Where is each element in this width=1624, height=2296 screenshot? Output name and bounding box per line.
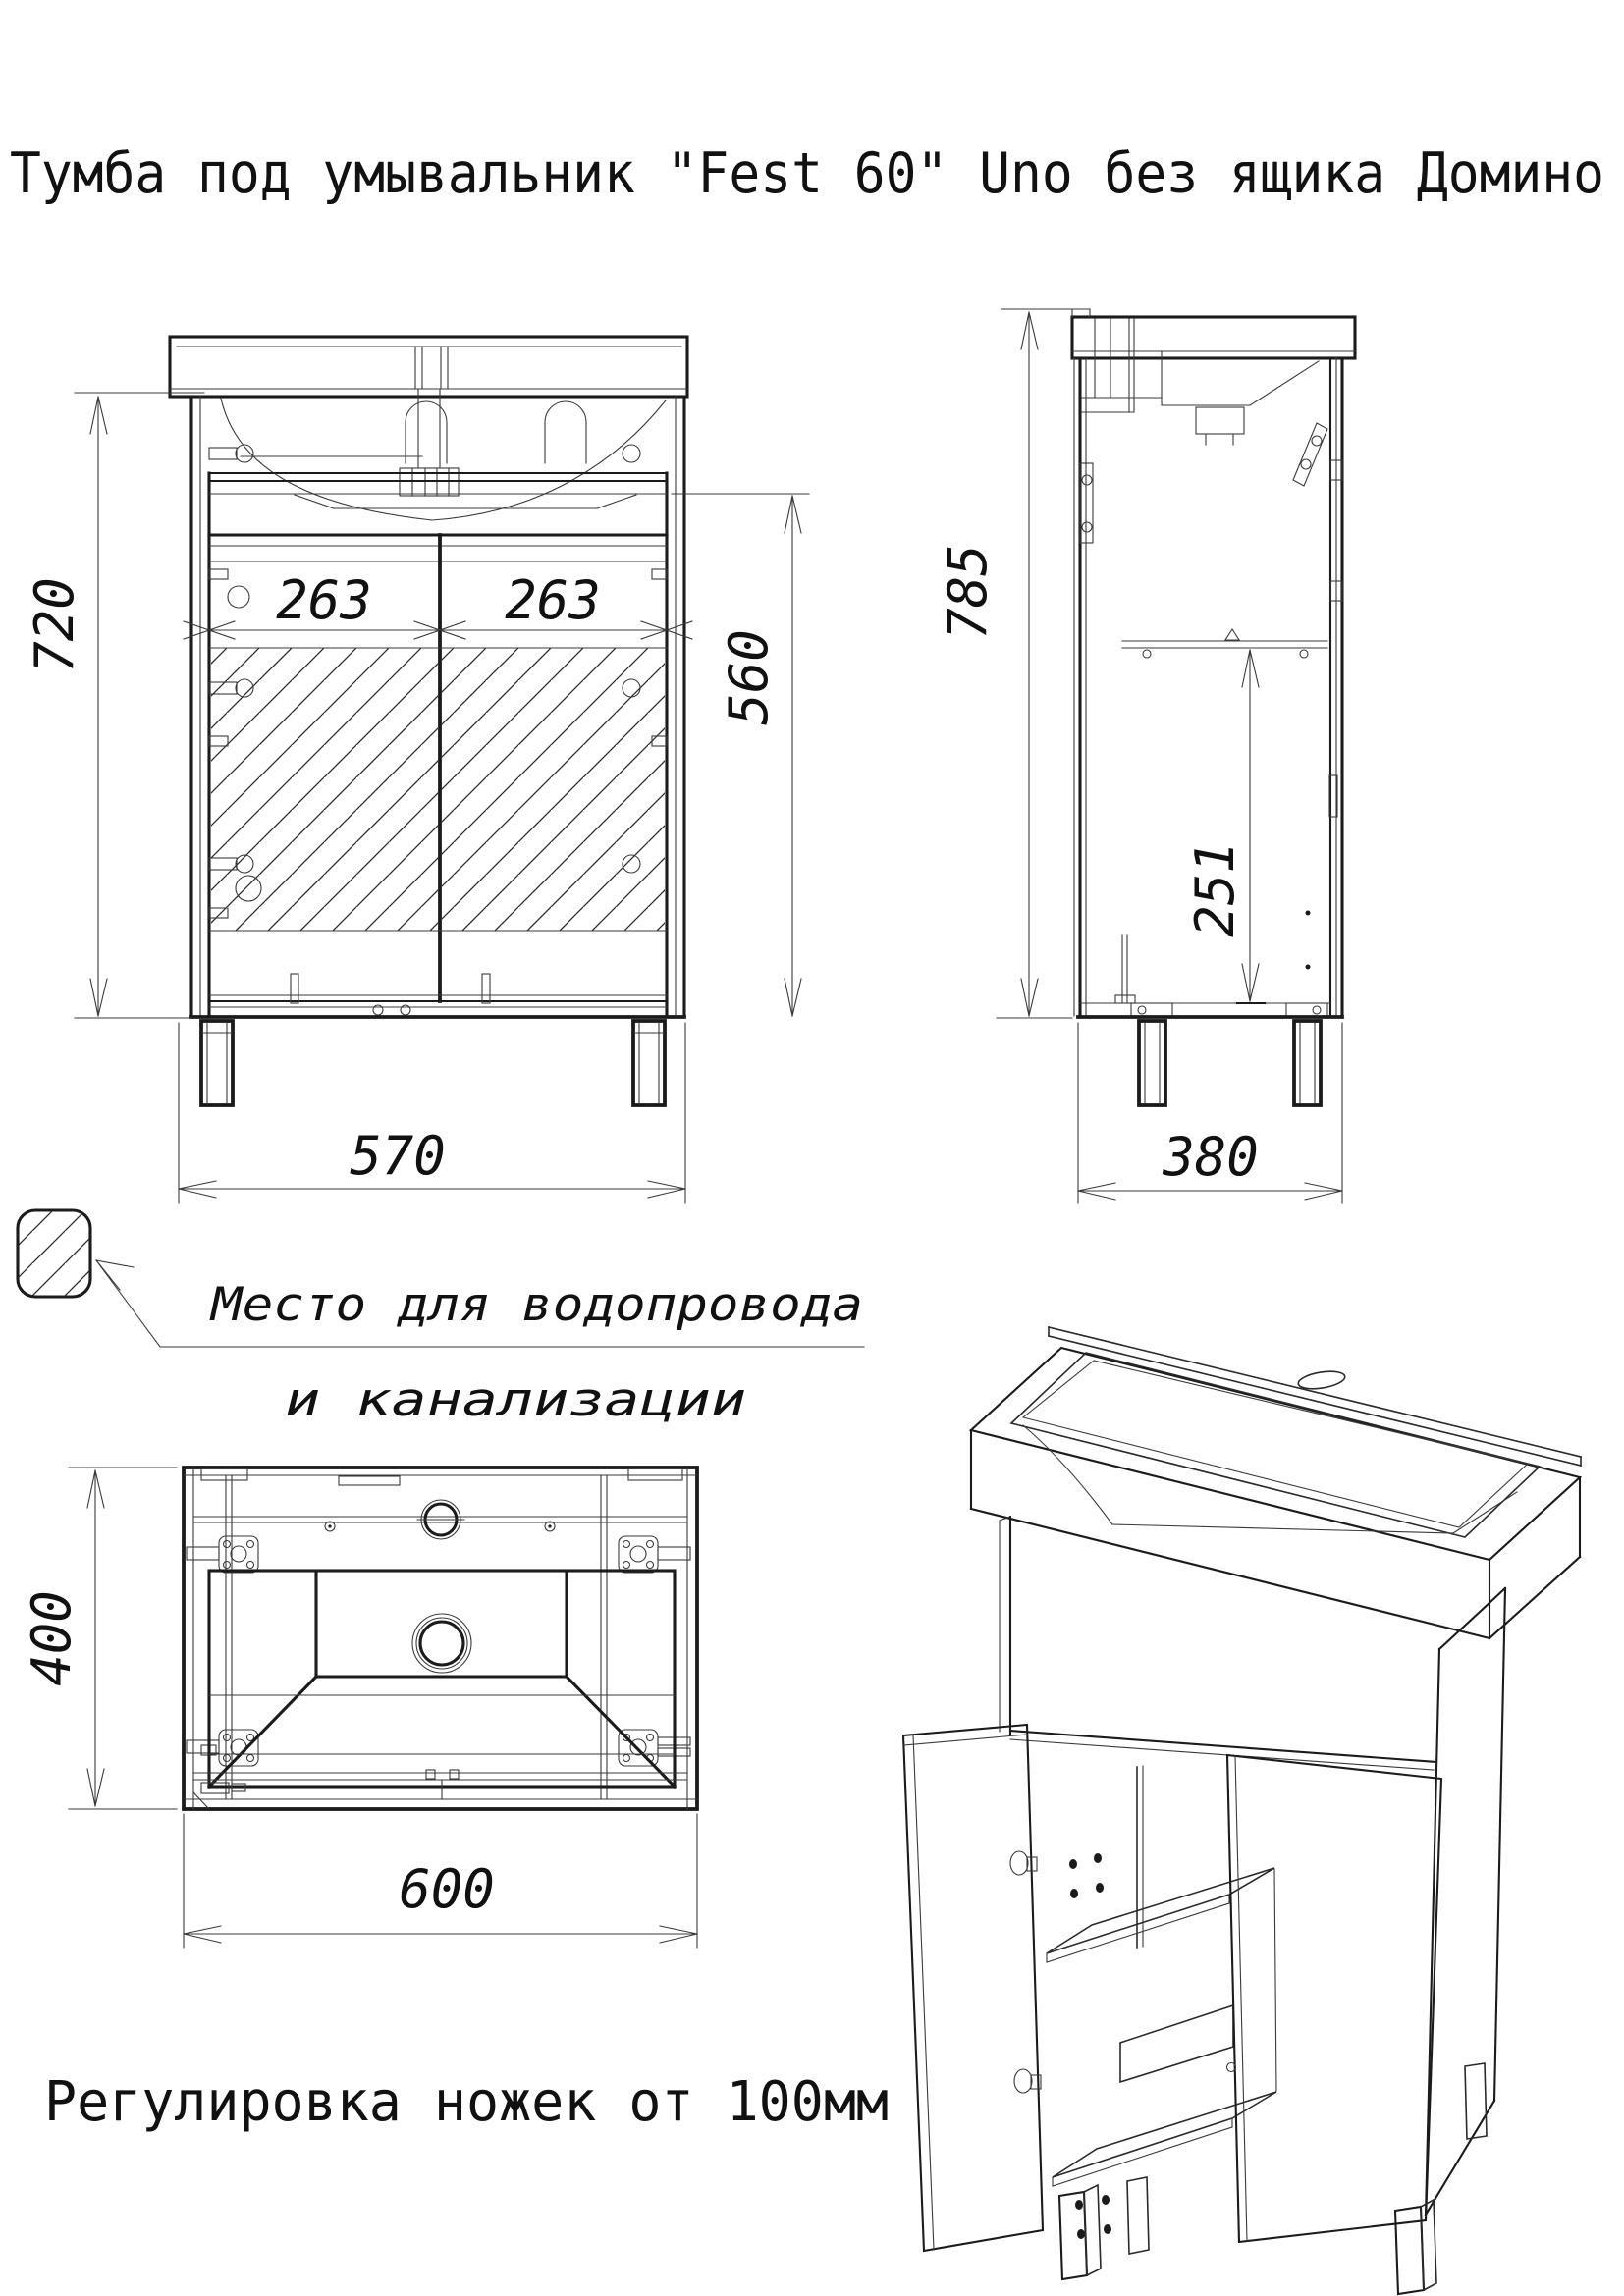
isometric-view [903,1327,1581,2294]
dim-depth-400 [21,1468,177,1809]
svg-text:785: 785 [937,544,999,640]
angled-brace [1293,423,1327,486]
drawing-title: Тумба под умывальник "Fest 60" Uno без ящика Домино [10,141,1604,206]
side-shelf [1122,629,1327,658]
dim-door-widths [184,569,692,639]
svg-text:400: 400 [21,1590,82,1686]
svg-text:251: 251 [1184,841,1246,937]
side-sink-top [1072,317,1355,358]
front-sink-top [170,337,687,397]
drain-hole [420,1622,463,1665]
svg-text:720: 720 [24,577,85,673]
iso-sink [971,1327,1581,1638]
legend [18,1210,864,1427]
dim-width-600 [184,1814,697,1948]
iso-right-door [1227,1755,1442,2242]
legend-text-line1: Место для водопровода [208,1278,863,1332]
svg-text:560: 560 [718,629,780,725]
svg-text:600: 600 [399,1858,495,1920]
side-legs [1139,1021,1321,1105]
top-view [21,1468,697,1948]
dim-height-720 [24,393,204,1018]
front-legs [201,1021,665,1105]
top-view-outline [184,1468,697,1809]
dim-height-785 [937,309,1085,1018]
dim-inner-height-560 [672,494,809,1016]
basin-top-outline [209,1571,675,1787]
dim-depth-380 [1078,1023,1342,1203]
dim-door-left: 263 [276,569,372,631]
plumbing-area-icon [18,1210,90,1297]
iso-bottom-panel [1053,2092,1276,2177]
dim-width-570 [179,1023,685,1203]
legs-adjustment-note: Регулировка ножек от 100мм [44,2070,889,2134]
svg-text:570: 570 [350,1125,446,1187]
iso-shelf [1047,1868,1274,1953]
plumbing-zone-left-door [211,648,438,931]
legend-text-line2: и канализации [285,1373,746,1427]
front-view [24,337,809,1203]
iso-step-panel [1120,2005,1233,2082]
dim-shelf-height-251 [1184,650,1265,1003]
iso-legs [1059,2063,1487,2294]
dim-door-right: 263 [505,569,601,631]
faucet-hole [1297,1368,1346,1391]
plumbing-zone-right-door [442,648,665,931]
iso-left-door-open [903,1725,1043,2251]
side-view [937,309,1355,1203]
svg-text:380: 380 [1163,1126,1259,1188]
